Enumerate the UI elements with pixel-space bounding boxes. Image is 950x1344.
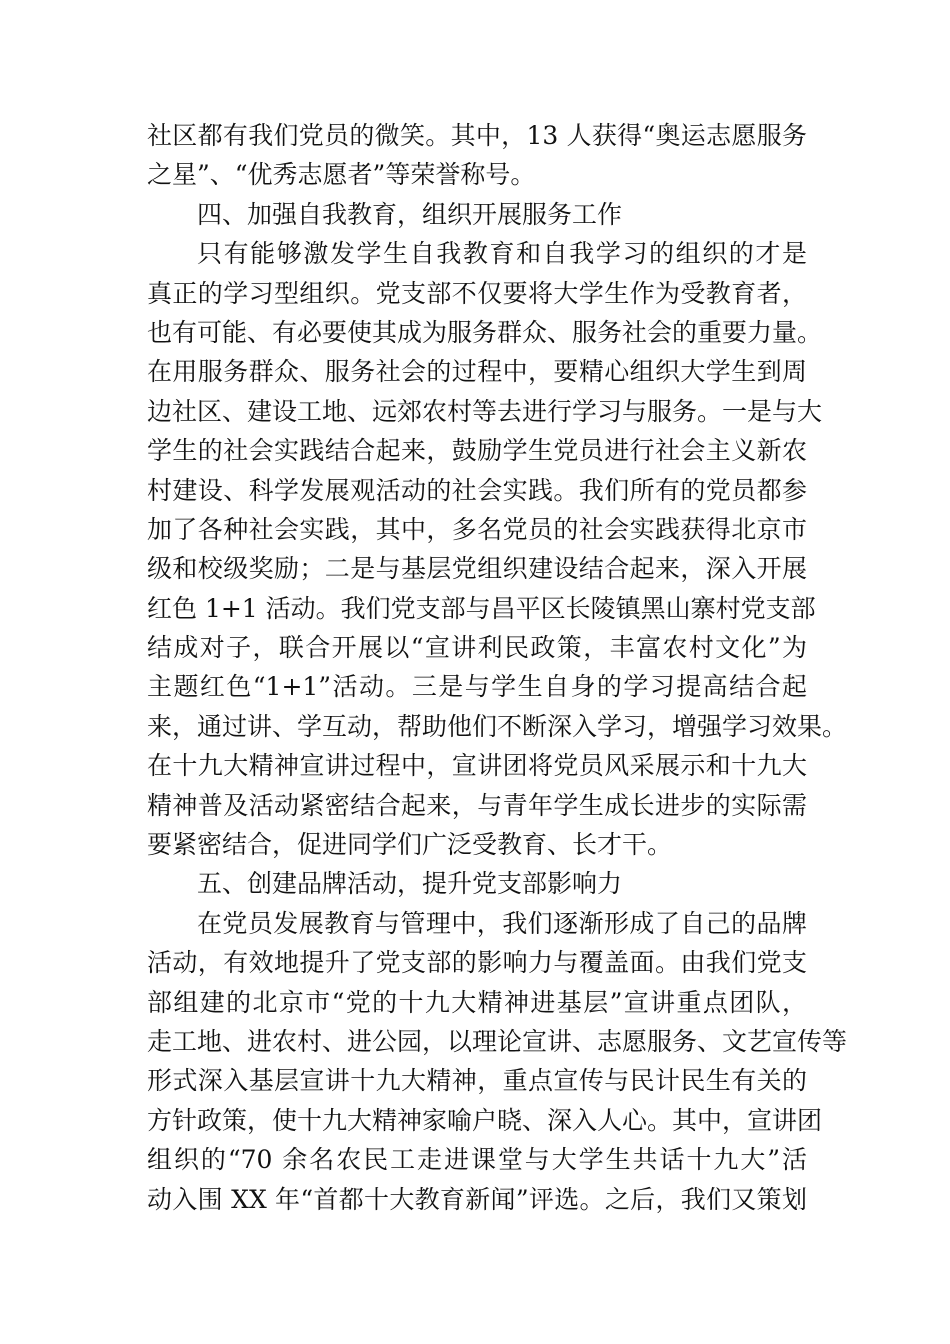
text-line: 主题红色“1+1”活动。三是与学生自身的学习提高结合起 <box>147 672 807 702</box>
text-line: 活动，有效地提升了党支部的影响力与覆盖面。由我们党支 <box>147 948 807 978</box>
text-line: 在用服务群众、服务社会的过程中，要精心组织大学生到周 <box>147 357 807 387</box>
text-line: 组织的“70 余名农民工走进课堂与大学生共话十九大”活 <box>147 1145 807 1175</box>
text-line: 村建设、科学发展观活动的社会实践。我们所有的党员都参 <box>147 475 807 505</box>
text-line: 只有能够激发学生自我教育和自我学习的组织的才是 <box>197 239 807 269</box>
text-line: 在党员发展教育与管理中，我们逐渐形成了自己的品牌 <box>197 908 807 938</box>
text-line: 社区都有我们党员的微笑。其中，13 人获得“奥运志愿服务 <box>147 121 807 150</box>
text-line: 形式深入基层宣讲十九大精神，重点宣传与民计民生有关的 <box>147 1066 807 1096</box>
section-heading: 五、创建品牌活动，提升党支部影响力 <box>197 869 623 899</box>
text-line: 级和校级奖励；二是与基层党组织建设结合起来，深入开展 <box>147 554 807 584</box>
text-line: 学生的社会实践结合起来，鼓励学生党员进行社会主义新农 <box>147 436 807 466</box>
text-line: 部组建的北京市“党的十九大精神进基层”宣讲重点团队， <box>147 987 807 1017</box>
text-line: 加了各种社会实践，其中，多名党员的社会实践获得北京市 <box>147 514 807 544</box>
text-line: 结成对子，联合开展以“宣讲利民政策，丰富农村文化”为 <box>147 633 807 663</box>
text-line: 来，通过讲、学互动，帮助他们不断深入学习，增强学习效果。 <box>147 711 848 741</box>
text-line: 边社区、建设工地、远郊农村等去进行学习与服务。一是与大 <box>147 396 823 426</box>
text-line: 动入围 XX 年“首都十大教育新闻”评选。之后，我们又策划 <box>147 1184 807 1214</box>
text-line: 真正的学习型组织。党支部不仅要将大学生作为受教育者， <box>147 278 807 308</box>
text-line: 之星”、“优秀志愿者”等荣誉称号。 <box>147 160 536 190</box>
text-line: 也有可能、有必要使其成为服务群众、服务社会的重要力量。 <box>147 317 823 347</box>
text-line: 要紧密结合，促进同学们广泛受教育、长才干。 <box>147 830 673 860</box>
section-heading: 四、加强自我教育，组织开展服务工作 <box>197 199 623 229</box>
body-text <box>147 116 848 1219</box>
text-line: 走工地、进农村、进公园，以理论宣讲、志愿服务、文艺宣传等 <box>147 1026 848 1056</box>
text-line: 在十九大精神宣讲过程中，宣讲团将党员风采展示和十九大 <box>147 751 807 781</box>
text-line: 方针政策，使十九大精神家喻户晓、深入人心。其中，宣讲团 <box>147 1105 823 1135</box>
text-line: 红色 1+1 活动。我们党支部与昌平区长陵镇黑山寨村党支部 <box>147 593 816 623</box>
text-line: 精神普及活动紧密结合起来，与青年学生成长进步的实际需 <box>147 790 807 820</box>
